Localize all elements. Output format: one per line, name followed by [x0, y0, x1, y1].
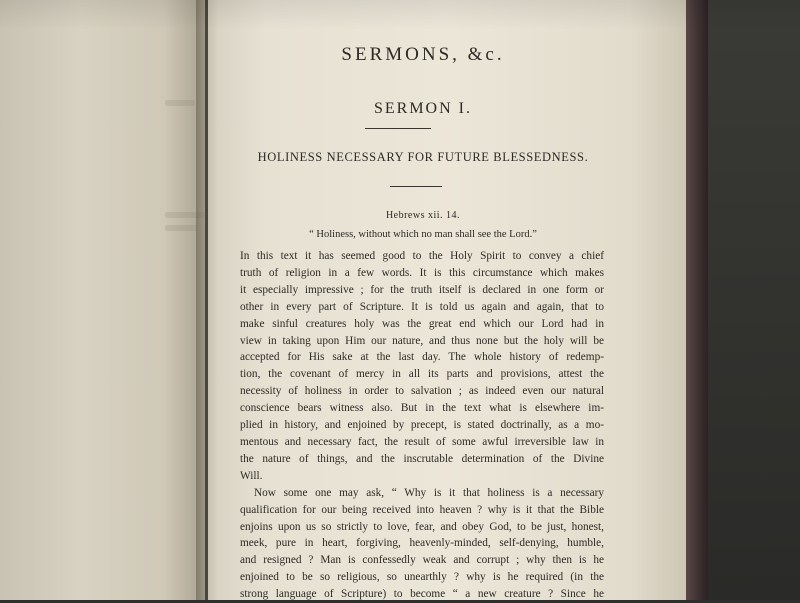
divider-rule — [390, 186, 442, 187]
text-line: conscience bears witness also. But in the text what is elsewhere im- — [240, 402, 604, 415]
text-line: make sinful creatures holy was the great end which our Lord had in — [240, 317, 604, 330]
paragraph-1 — [240, 248, 604, 485]
text-line: plied in history, and enjoined by precept, is stated doctrinally, as a mo- — [240, 419, 604, 432]
text-line: other in every part of Scripture. It is told us again and again, that to — [240, 300, 604, 313]
book-gutter — [196, 0, 218, 600]
text-line: and resigned ? Man is confessedly weak and corrupt ; why then is he — [240, 554, 604, 567]
text-line: accepted for His sake at the last day. The whole history of redemp- — [240, 351, 604, 364]
top-shadow — [0, 0, 800, 30]
text-line: mentous and necessary fact, the result of some awful irreversible law in — [240, 435, 604, 448]
bleed-through-mark — [165, 100, 195, 106]
text-line: In this text it has seemed good to the Holy Spirit to convey a chief — [240, 250, 604, 262]
divider-rule — [365, 128, 431, 129]
text-line: enjoined to be so religious, so unearthly ? why is he required (in the — [240, 571, 604, 584]
text-line: enjoins upon us so strictly to love, fear, and obey God, to be just, honest, — [240, 520, 604, 533]
text-line: tion, the covenant of mercy in all its parts and provisions, attest the — [240, 368, 604, 381]
epigraph-quote: “ Holiness, without which no man shall see the Lord.” — [309, 229, 537, 240]
left-page — [0, 0, 205, 600]
bleed-through-mark — [165, 225, 197, 231]
text-line: truth of religion in a few words. It is this circumstance which makes — [240, 266, 604, 279]
body-text — [240, 248, 604, 603]
page-title: SERMONS, &c. — [341, 44, 505, 65]
text-line: view in taking upon Him our nature, and thus none but the holy will be — [240, 334, 604, 347]
text-line: it especially impressive ; for the truth itself is declared in one form or — [240, 283, 604, 296]
text-line: qualification for our being received into heaven ? why is it that the Bible — [240, 503, 604, 516]
text-line: Now some one may ask, “ Why is it that holiness is a necessary — [254, 486, 604, 499]
text-line: strong language of Scripture) to become “ a new creature ? Since he — [240, 588, 604, 601]
text-line: the nature of things, and the inscrutable determination of the Divine — [240, 452, 604, 465]
text-line: meek, pure in heart, forgiving, heavenly-minded, self-denying, humble, — [240, 537, 604, 550]
text-line: necessity of holiness in order to salvation ; as indeed even our natural — [240, 385, 604, 398]
book-cover-edge — [686, 0, 708, 600]
paragraph-2 — [240, 485, 604, 603]
table-backdrop — [708, 0, 800, 600]
text-line: Will. — [240, 469, 263, 482]
sermon-number: SERMON I. — [373, 100, 472, 117]
sermon-heading: HOLINESS NECESSARY FOR FUTURE BLESSEDNESS. — [257, 150, 589, 164]
scripture-reference: Hebrews xii. 14. — [385, 210, 461, 221]
